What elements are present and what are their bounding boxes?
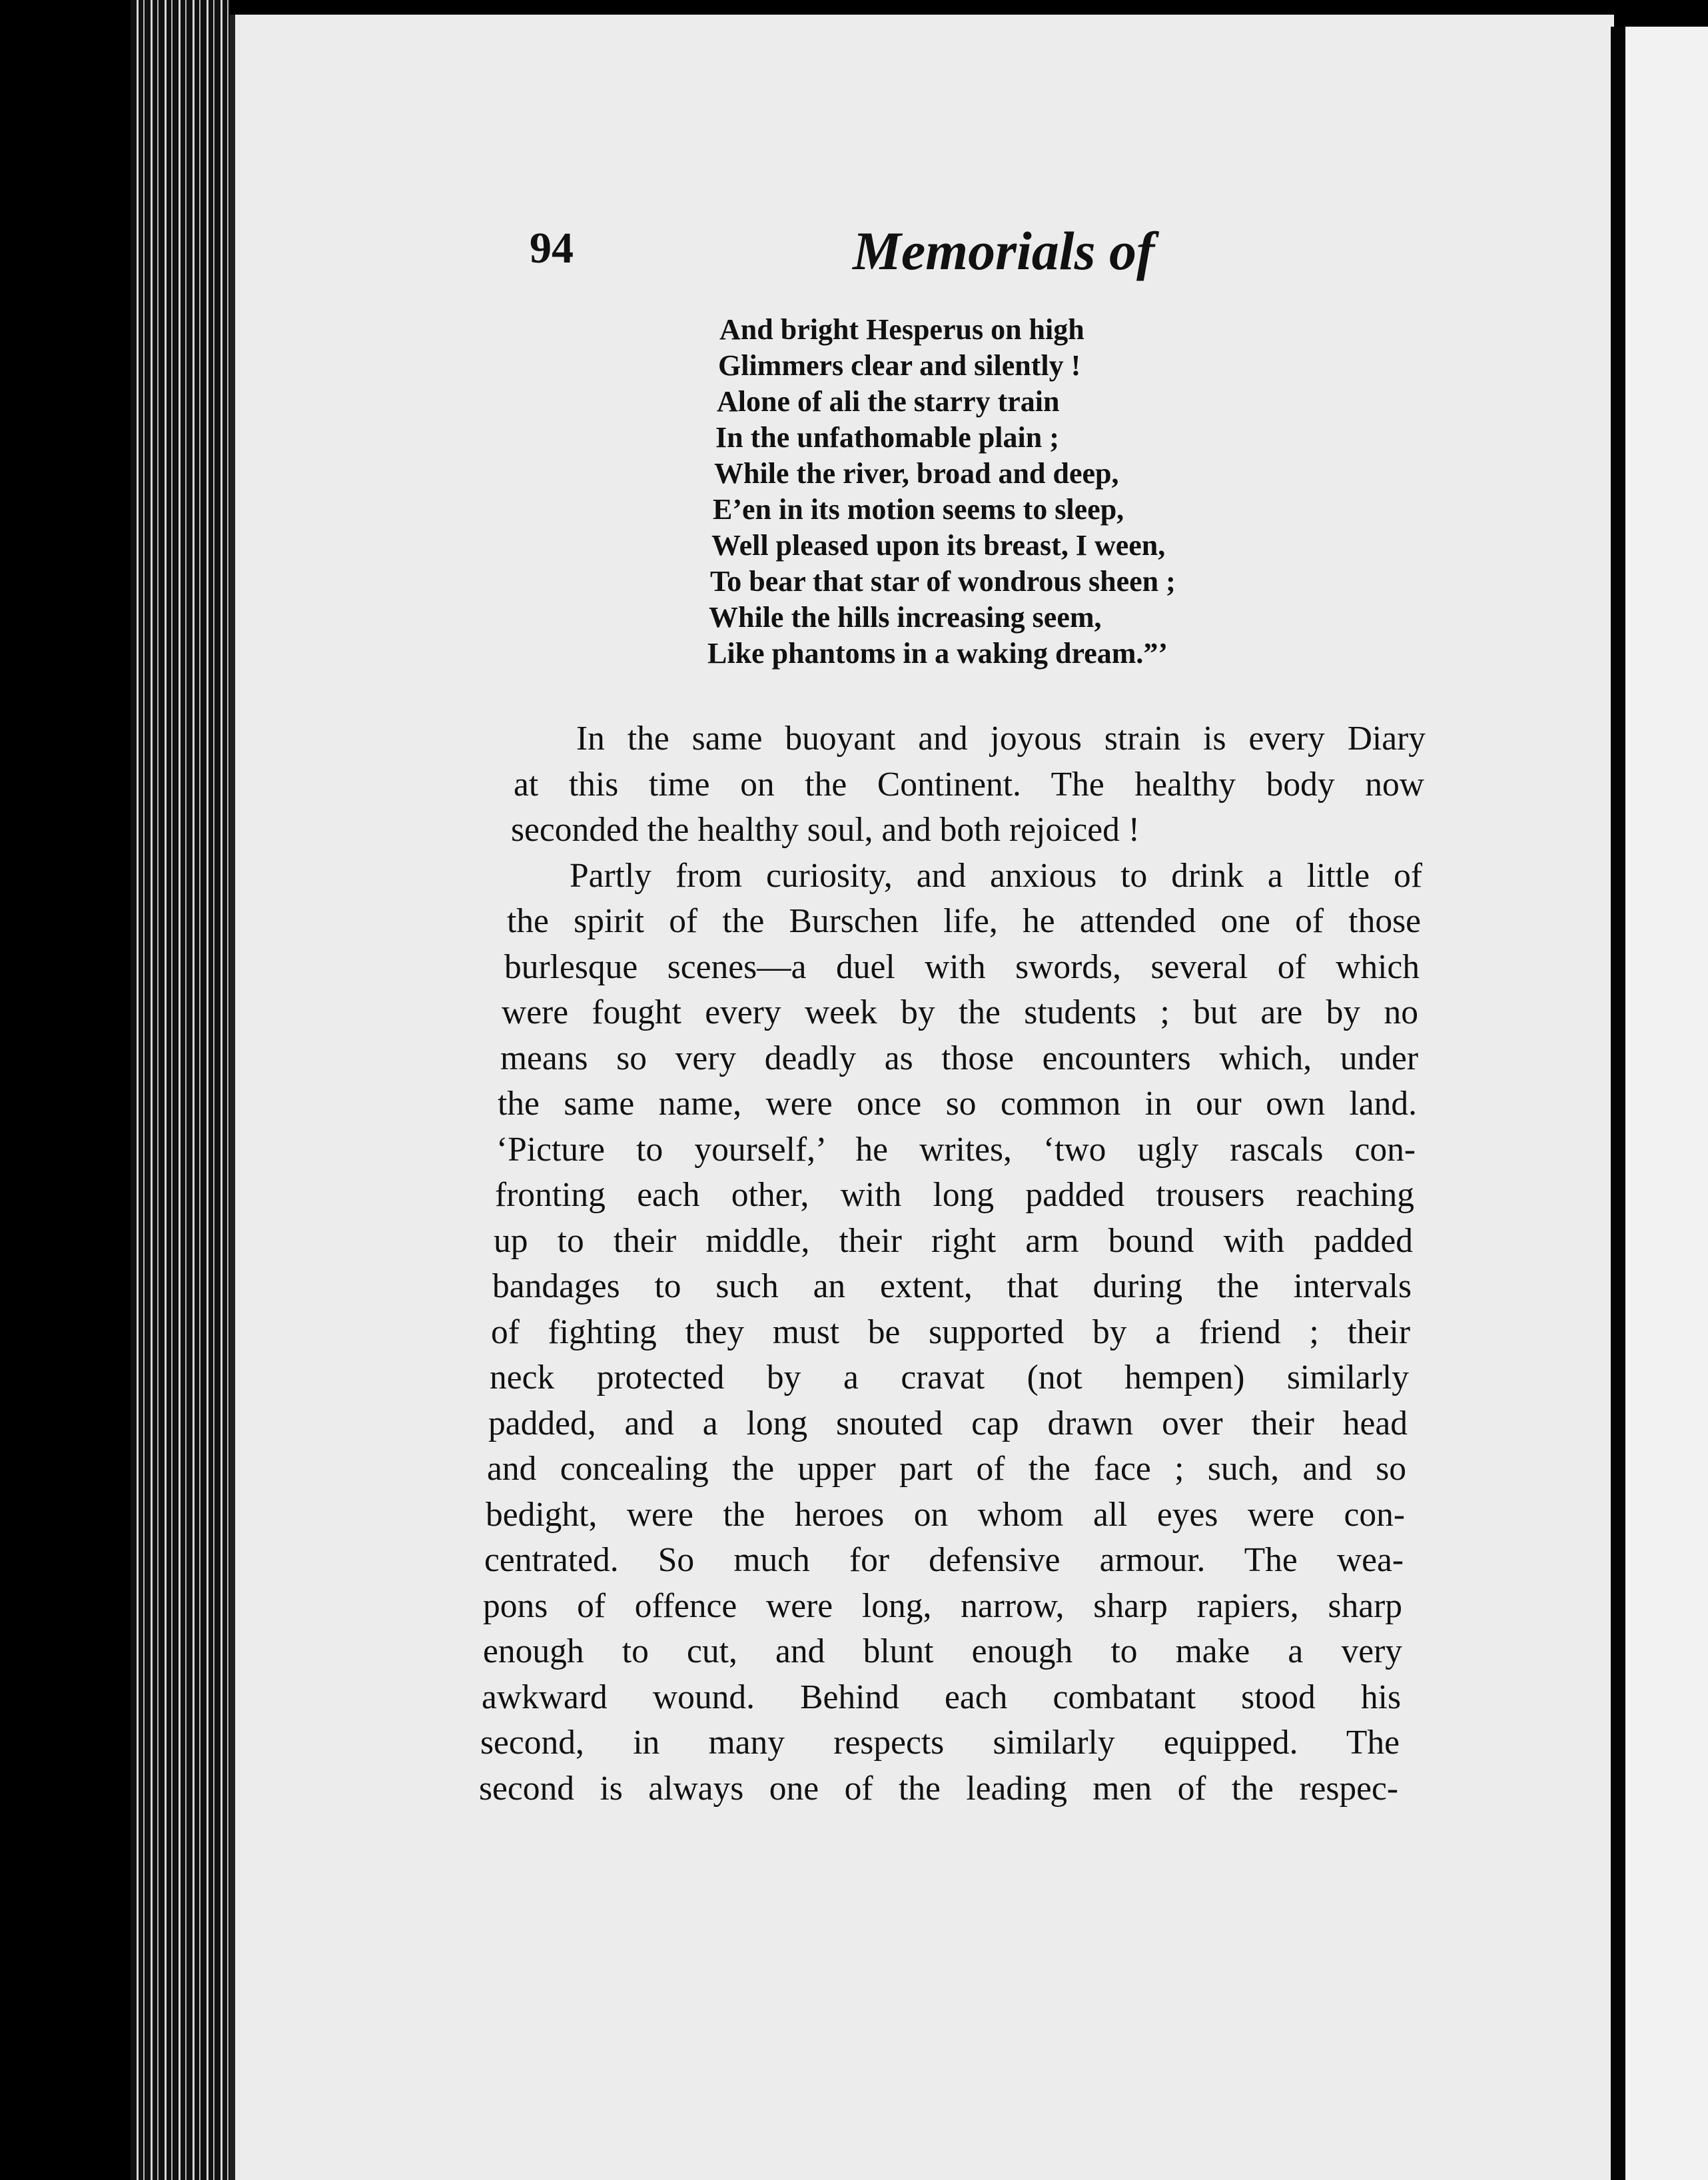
body-text <box>479 716 1426 1812</box>
text-line: means so very deadly as those encounters which, under <box>500 1039 1418 1077</box>
running-title: Memorials of <box>853 221 1155 281</box>
text-line: awkward wound. Behind each combatant stood his <box>482 1678 1401 1716</box>
poem-line: Like phantoms in a waking dream.”’ <box>707 637 1168 670</box>
text-line: bandages to such an extent, that during the intervals <box>492 1267 1412 1305</box>
text-line: ‘Picture to yourself,’ he writes, ‘two ugly rascals con- <box>496 1130 1416 1169</box>
text-line: at this time on the Continent. The healthy body now <box>514 765 1424 804</box>
text-line: centrated. So much for defensive armour. The wea- <box>484 1541 1404 1579</box>
poem-line: While the river, broad and deep, <box>714 457 1119 490</box>
text-line: pons of offence were long, narrow, sharp rapiers, sharp <box>483 1586 1402 1625</box>
text-line: and concealing the upper part of the face ; such, and so <box>487 1450 1406 1488</box>
poem-line: Glimmers clear and silently ! <box>718 349 1081 382</box>
text-line: the same name, were once so common in our own land. <box>498 1085 1417 1123</box>
right-gutter <box>1611 27 1625 2180</box>
poem-line: To bear that star of wondrous sheen ; <box>710 565 1176 598</box>
text-line: enough to cut, and blunt enough to make a very <box>483 1632 1402 1670</box>
text-line: fronting each other, with long padded trousers reaching <box>495 1176 1414 1214</box>
poem-line: Well pleased upon its breast, I ween, <box>711 529 1166 562</box>
text-line: the spirit of the Burschen life, he attended one of those <box>507 902 1421 940</box>
text-line: were fought every week by the students ; but are by no <box>502 993 1418 1031</box>
poem-line: In the unfathomable plain ; <box>715 421 1059 454</box>
text-line: seconded the healthy soul, and both rejoiced ! <box>511 811 1140 849</box>
text-line: second is always one of the leading men of the respec- <box>479 1769 1398 1808</box>
text-line: up to their middle, their right arm bound with padded <box>494 1221 1413 1260</box>
text-line: burlesque scenes—a duel with swords, several of which <box>504 947 1420 986</box>
poem-stanza <box>707 312 1232 672</box>
top-shadow <box>230 0 1615 15</box>
book-spine-edge <box>131 0 237 2180</box>
text-line: padded, and a long snouted cap drawn over their head <box>488 1404 1408 1442</box>
poem-line: Alone of ali the starry train <box>717 385 1060 418</box>
poem-line: E’en in its motion seems to sleep, <box>713 493 1124 526</box>
text-line: In the same buoyant and joyous strain is every Diary <box>576 720 1426 758</box>
poem-line: And bright Hesperus on high <box>719 313 1084 346</box>
text-line: Partly from curiosity, and anxious to drink a little of <box>570 856 1422 895</box>
page-number: 94 <box>530 224 574 272</box>
next-page-edge <box>1625 27 1708 2180</box>
text-line: of fighting they must be supported by a friend ; their <box>491 1313 1410 1351</box>
poem-line: While the hills increasing seem, <box>709 601 1102 634</box>
text-line: bedight, were the heroes on whom all eyes were con- <box>486 1495 1405 1534</box>
text-line: second, in many respects similarly equipped. The <box>480 1724 1400 1762</box>
text-line: neck protected by a cravat (not hempen) similarly <box>490 1359 1409 1396</box>
